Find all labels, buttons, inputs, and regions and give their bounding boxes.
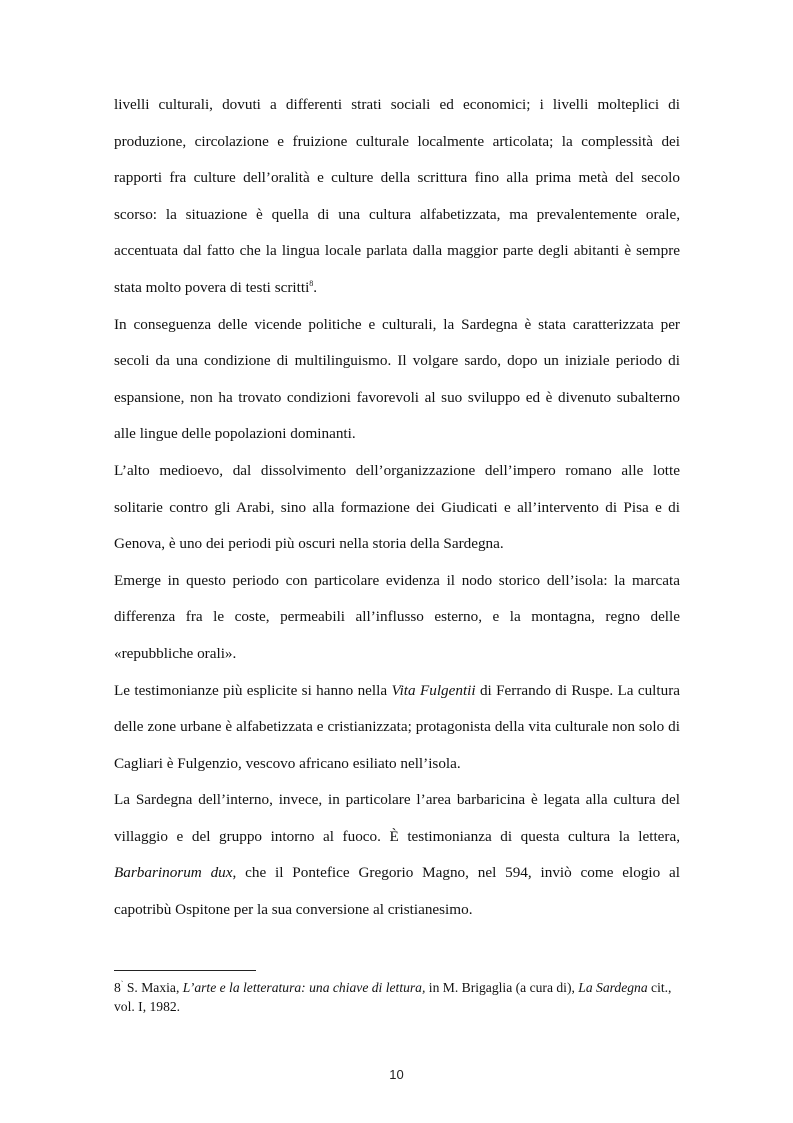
paragraph-6 — [114, 782, 680, 928]
paragraph-3: L’alto medioevo, dal dissolvimento dell’organizzazione dell’impero romano alle lotte solitarie contro gli Arabi, sino alla formazione dei Giudicati e all’intervento di Pisa e di Genova, è uno dei periodi più oscuri nella storia della Sardegna. — [114, 461, 680, 553]
footnote-italic-title-1: L’arte e la letteratura: una chiave di lettura, — [182, 980, 426, 995]
vita-fulgentii-title: Vita Fulgentii — [391, 681, 476, 699]
footnote-mark: ` — [120, 979, 124, 989]
paragraph-2: In conseguenza delle vicende politiche e culturali, la Sardegna è stata caratterizzata per secoli da una condizione di multilinguismo. Il volgare sardo, dopo un iniziale periodo di espansione, non ha trovato condizioni favorevoli al suo sviluppo ed è divenuto subalterno alle lingue delle popolazioni dominanti. — [114, 315, 680, 443]
paragraph-1-end: . — [313, 278, 318, 296]
paragraph-5 — [114, 673, 680, 783]
footnote-number: 8 — [114, 980, 121, 995]
footnote-italic-title-2: La Sardegna — [578, 980, 648, 995]
footnote-text-3: cit., vol. I, 1982. — [114, 980, 672, 1014]
paragraph-4: Emerge in questo periodo con particolare evidenza il nodo storico dell’isola: la marcata differenza fra le coste, permeabili all’influsso esterno, e la montagna, regno delle «repubbliche orali». — [114, 571, 680, 662]
paragraph-6-text-end: , che il Pontefice Gregorio Magno, nel 594, inviò come elogio al capotribù Ospitone per la sua conversione al cristianesimo. — [114, 864, 681, 919]
paragraph-1 — [114, 87, 680, 307]
footnote-separator — [114, 970, 256, 971]
footnote-text-2: in M. Brigaglia (a cura di), — [425, 980, 579, 995]
footnote-8 — [114, 978, 680, 1016]
barbarinorum-dux-title: Barbarinorum dux — [114, 864, 233, 882]
page-number: 10 — [389, 1067, 404, 1082]
paragraph-1-text: livelli culturali, dovuti a differenti strati sociali ed economici; i livelli molteplici di produzione, circolazione e fruizione culturale localmente articolata; la complessità dei rapporti fra culture dell’oralità e culture della scrittura fino alla prima metà del secolo scorso: la situazione è quella di una cultura alfabetizzata, ma prevalentemente orale, accentuata dal fatto che la lingua locale parlata dalla maggior parte degli abitanti è sempre stata molto povera di testi scritti — [114, 96, 680, 296]
paragraph-5-text-start: Le testimonianze più esplicite si hanno nella — [114, 681, 392, 699]
paragraph-6-text-start: La Sardegna dell’interno, invece, in particolare l’area barbaricina è legata alla cultura del villaggio e del gruppo intorno al fuoco. È testimonianza di questa cultura la lettera, — [114, 791, 680, 845]
footnote-text-1: S. Maxia, — [123, 980, 183, 995]
paragraph-5-text-end: di Ferrando di Ruspe. La cultura delle zone urbane è alfabetizzata e cristianizzata; protagonista della vita culturale non solo di Cagliari è Fulgenzio, vescovo africano esiliato nell’isola. — [114, 681, 680, 772]
body-text — [114, 87, 680, 929]
footnote-reference-8[interactable]: 8 — [309, 278, 314, 288]
